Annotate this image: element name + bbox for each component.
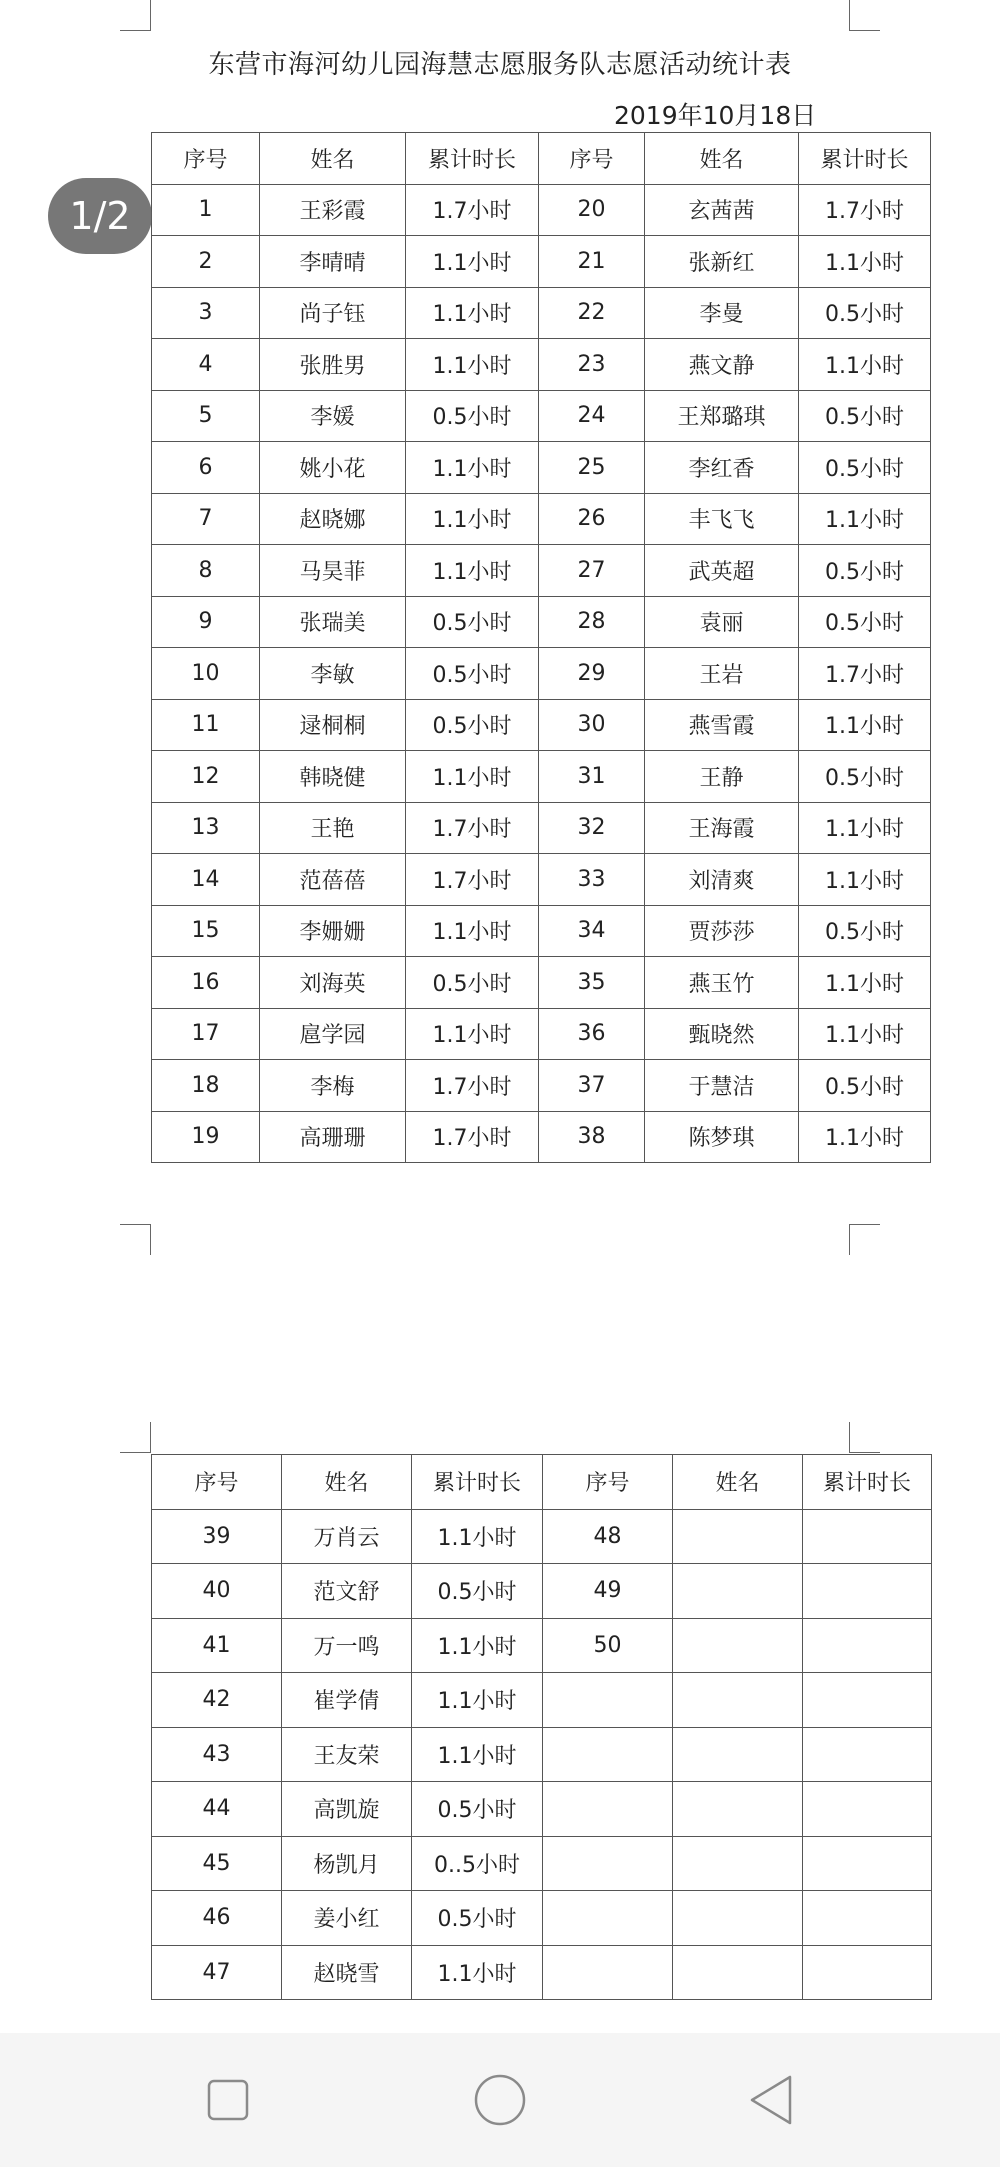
table-row — [152, 493, 931, 545]
table-cell: 0.5小时 — [799, 1060, 931, 1112]
table-cell: 范蓓蓓 — [260, 854, 406, 906]
column-header: 序号 — [543, 1455, 673, 1510]
crop-mark-top-left — [120, 0, 151, 31]
table-cell: 张新红 — [645, 236, 799, 288]
table-cell: 33 — [539, 854, 645, 906]
table-cell — [543, 1727, 673, 1782]
table-cell — [803, 1945, 932, 2000]
table-cell: 0.5小时 — [406, 957, 539, 1009]
column-header: 序号 — [152, 133, 260, 185]
table-cell: 0.5小时 — [799, 751, 931, 803]
table-cell: 16 — [152, 957, 260, 1009]
table-cell: 4 — [152, 339, 260, 391]
table-cell: 万肖云 — [282, 1509, 412, 1564]
table-cell: 17 — [152, 1008, 260, 1060]
table-cell: 1.1小时 — [406, 287, 539, 339]
table-cell: 李红香 — [645, 442, 799, 494]
table-cell: 万一鸣 — [282, 1618, 412, 1673]
square-icon — [188, 2065, 268, 2135]
table-cell: 44 — [152, 1782, 282, 1837]
table-row — [152, 339, 931, 391]
table-cell — [543, 1673, 673, 1728]
table-cell: 1.1小时 — [799, 339, 931, 391]
table-cell: 0.5小时 — [799, 442, 931, 494]
table-cell: 1.1小时 — [412, 1673, 543, 1728]
table-cell: 20 — [539, 184, 645, 236]
table-cell — [673, 1945, 803, 2000]
table-cell: 贾莎莎 — [645, 905, 799, 957]
page-indicator-badge: 1/2 — [48, 178, 152, 254]
table-cell — [673, 1836, 803, 1891]
table-row — [152, 854, 931, 906]
table-row — [152, 596, 931, 648]
table-cell: 1.7小时 — [406, 1060, 539, 1112]
table-cell: 5 — [152, 390, 260, 442]
table-row — [152, 1673, 932, 1728]
table-cell: 1.1小时 — [406, 493, 539, 545]
table-cell: 7 — [152, 493, 260, 545]
table-row — [152, 236, 931, 288]
table-cell: 甄晓然 — [645, 1008, 799, 1060]
table-cell: 高珊珊 — [260, 1111, 406, 1163]
table-cell: 0.5小时 — [406, 390, 539, 442]
table-cell — [803, 1782, 932, 1837]
table-cell: 陈梦琪 — [645, 1111, 799, 1163]
table-cell: 42 — [152, 1673, 282, 1728]
table-cell: 刘海英 — [260, 957, 406, 1009]
table-cell: 丰飞飞 — [645, 493, 799, 545]
table-cell — [543, 1945, 673, 2000]
table-cell: 李敏 — [260, 648, 406, 700]
table-cell: 15 — [152, 905, 260, 957]
table-row — [152, 1618, 932, 1673]
table-cell: 马昊菲 — [260, 545, 406, 597]
table-cell: 燕玉竹 — [645, 957, 799, 1009]
table-cell: 0.5小时 — [799, 545, 931, 597]
table-row — [152, 905, 931, 957]
triangle-back-icon — [732, 2065, 812, 2135]
table-cell: 0.5小时 — [799, 287, 931, 339]
table-cell: 张瑞美 — [260, 596, 406, 648]
table-cell: 0.5小时 — [799, 905, 931, 957]
volunteer-table-page-2 — [151, 1454, 932, 2000]
table-cell — [543, 1891, 673, 1946]
crop-mark-top-right — [849, 0, 880, 31]
table-row — [152, 751, 931, 803]
table-cell: 0.5小时 — [412, 1564, 543, 1619]
table-row — [152, 1509, 932, 1564]
table-cell: 1.1小时 — [406, 339, 539, 391]
table-cell: 27 — [539, 545, 645, 597]
table-cell: 1.1小时 — [412, 1618, 543, 1673]
document-title: 东营市海河幼儿园海慧志愿服务队志愿活动统计表 — [208, 50, 792, 80]
column-header: 姓名 — [282, 1455, 412, 1510]
column-header: 姓名 — [645, 133, 799, 185]
table-cell: 高凯旋 — [282, 1782, 412, 1837]
table-cell: 41 — [152, 1618, 282, 1673]
table-cell: 1.1小时 — [799, 1008, 931, 1060]
table-row — [152, 1111, 931, 1163]
table-cell — [673, 1891, 803, 1946]
table-cell — [803, 1564, 932, 1619]
table-row — [152, 1564, 932, 1619]
table-cell: 1.1小时 — [799, 236, 931, 288]
table-cell: 0.5小时 — [412, 1891, 543, 1946]
column-header: 累计时长 — [406, 133, 539, 185]
table-cell: 李晴晴 — [260, 236, 406, 288]
table-cell: 王岩 — [645, 648, 799, 700]
table-row — [152, 802, 931, 854]
table-cell: 崔学倩 — [282, 1673, 412, 1728]
table-row — [152, 442, 931, 494]
table-cell: 燕文静 — [645, 339, 799, 391]
table-cell: 赵晓娜 — [260, 493, 406, 545]
table-cell: 韩晓健 — [260, 751, 406, 803]
table-cell: 姜小红 — [282, 1891, 412, 1946]
table-cell: 1.1小时 — [406, 1008, 539, 1060]
table-cell: 1.7小时 — [406, 1111, 539, 1163]
column-header: 累计时长 — [412, 1455, 543, 1510]
table-cell — [673, 1618, 803, 1673]
table-cell: 31 — [539, 751, 645, 803]
table-cell: 尚子钰 — [260, 287, 406, 339]
table-cell: 1.1小时 — [412, 1945, 543, 2000]
table-cell: 1.1小时 — [799, 957, 931, 1009]
table-cell: 2 — [152, 236, 260, 288]
table-cell: 王静 — [645, 751, 799, 803]
table-row — [152, 1891, 932, 1946]
table-row — [152, 1945, 932, 2000]
table-cell: 1.7小时 — [406, 184, 539, 236]
table-cell: 李梅 — [260, 1060, 406, 1112]
table-cell: 0.5小时 — [412, 1782, 543, 1837]
table-row — [152, 545, 931, 597]
table-cell: 王郑璐琪 — [645, 390, 799, 442]
table-cell: 王艳 — [260, 802, 406, 854]
table-row — [152, 1060, 931, 1112]
table-cell: 1.1小时 — [406, 442, 539, 494]
table-cell: 28 — [539, 596, 645, 648]
column-header: 累计时长 — [799, 133, 931, 185]
table-cell: 37 — [539, 1060, 645, 1112]
table-cell: 1.7小时 — [799, 184, 931, 236]
table-cell: 1.1小时 — [412, 1727, 543, 1782]
table-cell: 1 — [152, 184, 260, 236]
table-cell: 43 — [152, 1727, 282, 1782]
table-row — [152, 957, 931, 1009]
table-cell: 50 — [543, 1618, 673, 1673]
table-cell: 26 — [539, 493, 645, 545]
table-cell — [673, 1782, 803, 1837]
table-cell: 1.7小时 — [799, 648, 931, 700]
column-header: 序号 — [152, 1455, 282, 1510]
table-row — [152, 699, 931, 751]
table-cell: 1.1小时 — [799, 699, 931, 751]
table-cell: 8 — [152, 545, 260, 597]
table-cell: 1.7小时 — [406, 854, 539, 906]
table-cell: 18 — [152, 1060, 260, 1112]
table-cell: 1.1小时 — [799, 802, 931, 854]
table-cell — [673, 1673, 803, 1728]
table-row — [152, 1782, 932, 1837]
table-cell: 1.1小时 — [406, 905, 539, 957]
table-cell: 李曼 — [645, 287, 799, 339]
table-cell: 19 — [152, 1111, 260, 1163]
table-row — [152, 287, 931, 339]
table-cell: 14 — [152, 854, 260, 906]
table-cell — [543, 1782, 673, 1837]
table-cell — [673, 1564, 803, 1619]
column-header: 姓名 — [260, 133, 406, 185]
column-header: 累计时长 — [803, 1455, 932, 1510]
table-cell: 36 — [539, 1008, 645, 1060]
crop-mark-bottom-left — [120, 1224, 151, 1255]
table-cell: 赵晓雪 — [282, 1945, 412, 2000]
table-cell: 0.5小时 — [799, 596, 931, 648]
table-cell: 刘清爽 — [645, 854, 799, 906]
table-cell: 6 — [152, 442, 260, 494]
table-cell: 0..5小时 — [412, 1836, 543, 1891]
table-cell: 48 — [543, 1509, 673, 1564]
table-cell: 24 — [539, 390, 645, 442]
table-row — [152, 1727, 932, 1782]
document-date: 2019年10月18日 — [614, 101, 817, 130]
table-cell: 逯桐桐 — [260, 699, 406, 751]
crop-mark-bottom-right — [849, 1224, 880, 1255]
table-cell: 0.5小时 — [406, 596, 539, 648]
column-header: 序号 — [539, 133, 645, 185]
table-cell: 李姗姗 — [260, 905, 406, 957]
table-cell: 1.7小时 — [406, 802, 539, 854]
table-cell — [803, 1836, 932, 1891]
table-cell: 张胜男 — [260, 339, 406, 391]
table-cell: 王彩霞 — [260, 184, 406, 236]
table-cell: 40 — [152, 1564, 282, 1619]
table-cell — [803, 1673, 932, 1728]
table-cell: 杨凯月 — [282, 1836, 412, 1891]
column-header: 姓名 — [673, 1455, 803, 1510]
table-cell: 25 — [539, 442, 645, 494]
table-cell: 13 — [152, 802, 260, 854]
table-cell: 30 — [539, 699, 645, 751]
table-cell: 22 — [539, 287, 645, 339]
table-cell: 10 — [152, 648, 260, 700]
table-cell: 李媛 — [260, 390, 406, 442]
table-cell: 王海霞 — [645, 802, 799, 854]
circle-icon — [460, 2065, 540, 2135]
system-navigation-bar — [0, 2033, 1000, 2167]
table-cell — [803, 1891, 932, 1946]
table-cell: 1.1小时 — [799, 1111, 931, 1163]
table-cell: 扈学园 — [260, 1008, 406, 1060]
table-cell: 11 — [152, 699, 260, 751]
crop-mark-page2-top-right — [849, 1422, 880, 1453]
table-cell: 1.1小时 — [406, 751, 539, 803]
table-row — [152, 390, 931, 442]
table-cell: 0.5小时 — [406, 648, 539, 700]
home-button[interactable] — [460, 2065, 540, 2135]
table-row — [152, 1836, 932, 1891]
table-cell: 47 — [152, 1945, 282, 2000]
table-cell: 袁丽 — [645, 596, 799, 648]
table-cell: 34 — [539, 905, 645, 957]
table-cell: 1.1小时 — [406, 545, 539, 597]
table-cell: 21 — [539, 236, 645, 288]
table-cell: 0.5小时 — [799, 390, 931, 442]
crop-mark-page2-top-left — [120, 1422, 151, 1453]
table-cell: 12 — [152, 751, 260, 803]
table-cell: 23 — [539, 339, 645, 391]
table-cell — [543, 1836, 673, 1891]
table-cell: 29 — [539, 648, 645, 700]
table-cell: 1.1小时 — [406, 236, 539, 288]
table-row — [152, 1008, 931, 1060]
table-cell: 46 — [152, 1891, 282, 1946]
table-cell — [803, 1727, 932, 1782]
table-cell — [803, 1509, 932, 1564]
table-header-row — [152, 133, 931, 185]
table-cell: 3 — [152, 287, 260, 339]
table-cell: 姚小花 — [260, 442, 406, 494]
table-cell: 45 — [152, 1836, 282, 1891]
table-cell — [803, 1618, 932, 1673]
back-button[interactable] — [732, 2065, 812, 2135]
recent-apps-button[interactable] — [188, 2065, 268, 2135]
table-cell: 范文舒 — [282, 1564, 412, 1619]
table-cell: 于慧洁 — [645, 1060, 799, 1112]
table-cell: 1.1小时 — [799, 854, 931, 906]
table-cell: 39 — [152, 1509, 282, 1564]
table-cell: 0.5小时 — [406, 699, 539, 751]
table-cell — [673, 1727, 803, 1782]
table-cell: 王友荣 — [282, 1727, 412, 1782]
volunteer-table-page-1 — [151, 132, 931, 1163]
table-row — [152, 648, 931, 700]
table-cell — [673, 1509, 803, 1564]
table-header-row — [152, 1455, 932, 1510]
table-cell: 1.1小时 — [412, 1509, 543, 1564]
table-cell: 32 — [539, 802, 645, 854]
table-cell: 玄茜茜 — [645, 184, 799, 236]
table-cell: 1.1小时 — [799, 493, 931, 545]
table-cell: 38 — [539, 1111, 645, 1163]
table-cell: 武英超 — [645, 545, 799, 597]
table-row — [152, 184, 931, 236]
table-cell: 49 — [543, 1564, 673, 1619]
table-cell: 9 — [152, 596, 260, 648]
table-cell: 燕雪霞 — [645, 699, 799, 751]
table-cell: 35 — [539, 957, 645, 1009]
